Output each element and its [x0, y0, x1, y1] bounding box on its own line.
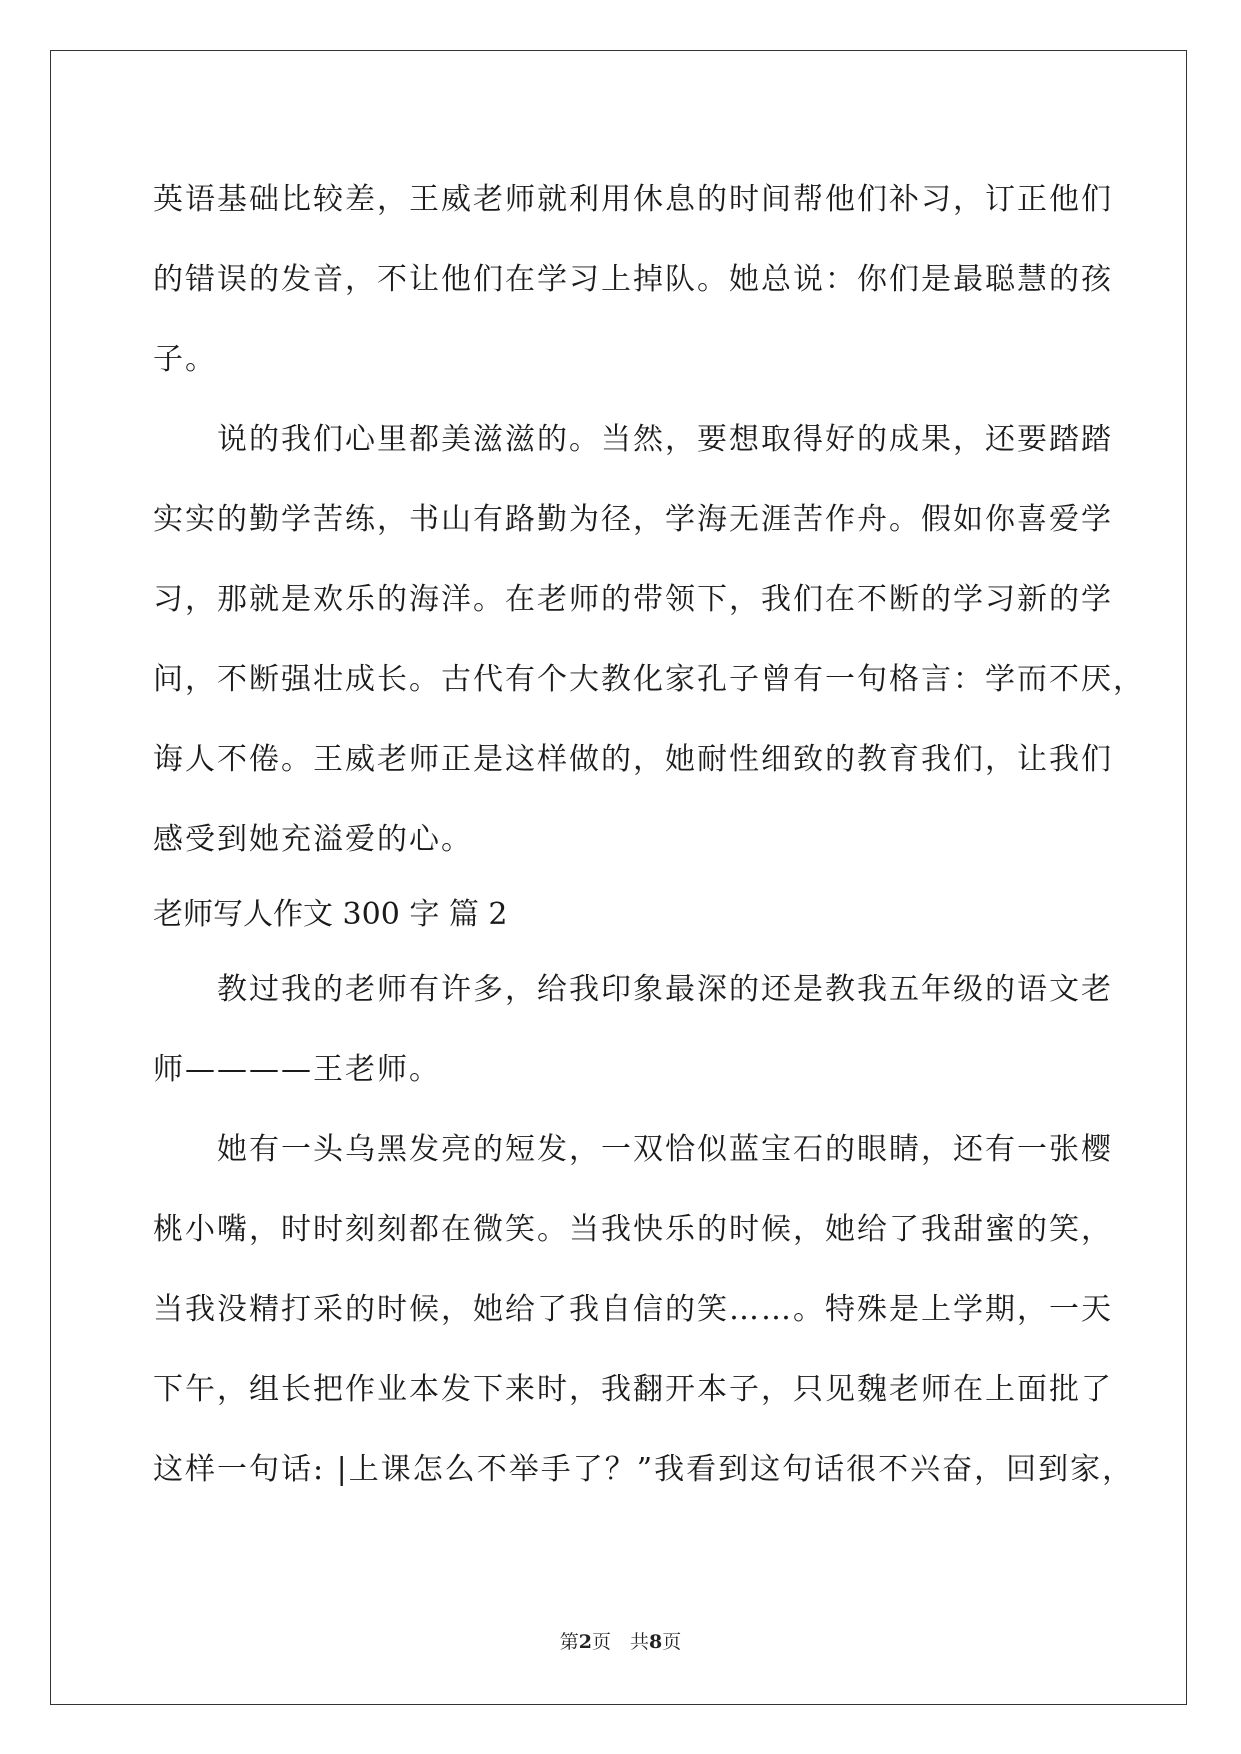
text-line: 感受到她充溢爱的心。 [153, 822, 473, 857]
total-page-number: 8 [649, 1631, 663, 1653]
text-line: 诲人不倦。王威老师正是这样做的，她耐性细致的教育我们，让我们 [153, 742, 1113, 777]
footer-mid: 页 共 [591, 1631, 649, 1653]
text-line: 教过我的老师有许多，给我印象最深的还是教我五年级的语文老 [153, 972, 1113, 1007]
text-line: 英语基础比较差，王威老师就利用休息的时间帮他们补习，订正他们 [153, 182, 1113, 217]
text-line: 这样一句话: |上课怎么不举手了？”我看到这句话很不兴奋，回到家， [153, 1452, 1135, 1487]
text-line: 习，那就是欢乐的海洋。在老师的带领下，我们在不断的学习新的学 [153, 582, 1113, 617]
paragraph-3 [153, 950, 1113, 1110]
text-line: 她有一头乌黑发亮的短发，一双恰似蓝宝石的眼睛，还有一张樱 [153, 1132, 1113, 1167]
text-line: 说的我们心里都美滋滋的。当然，要想取得好的成果，还要踏踏 [153, 422, 1113, 457]
paragraph-1 [153, 160, 1113, 400]
text-line: 的错误的发音，不让他们在学习上掉队。她总说：你们是最聪慧的孩 [153, 262, 1113, 297]
text-line: 问，不断强壮成长。古代有个大教化家孔子曾有一句格言：学而不厌， [153, 662, 1145, 697]
page-footer [0, 1627, 1241, 1654]
footer-suffix: 页 [662, 1631, 682, 1653]
section-heading: 老师写人作文 300 字 篇 2 [153, 897, 508, 932]
document-body [153, 160, 1145, 1510]
text-line: 桃小嘴，时时刻刻都在微笑。当我快乐的时候，她给了我甜蜜的笑， [153, 1212, 1113, 1247]
text-line: 下午，组长把作业本发下来时，我翻开本子，只见魏老师在上面批了 [153, 1372, 1113, 1407]
text-line: 实实的勤学苦练，书山有路勤为径，学海无涯苦作舟。假如你喜爱学 [153, 502, 1113, 537]
current-page-number: 2 [578, 1631, 592, 1653]
paragraph-4 [153, 1110, 1135, 1510]
text-line: 当我没精打采的时候，她给了我自信的笑……。特殊是上学期，一天 [153, 1292, 1113, 1327]
text-line: 师————王老师。 [153, 1052, 441, 1087]
text-line: 子。 [153, 342, 217, 377]
footer-prefix: 第 [559, 1631, 579, 1653]
paragraph-2 [153, 400, 1145, 880]
